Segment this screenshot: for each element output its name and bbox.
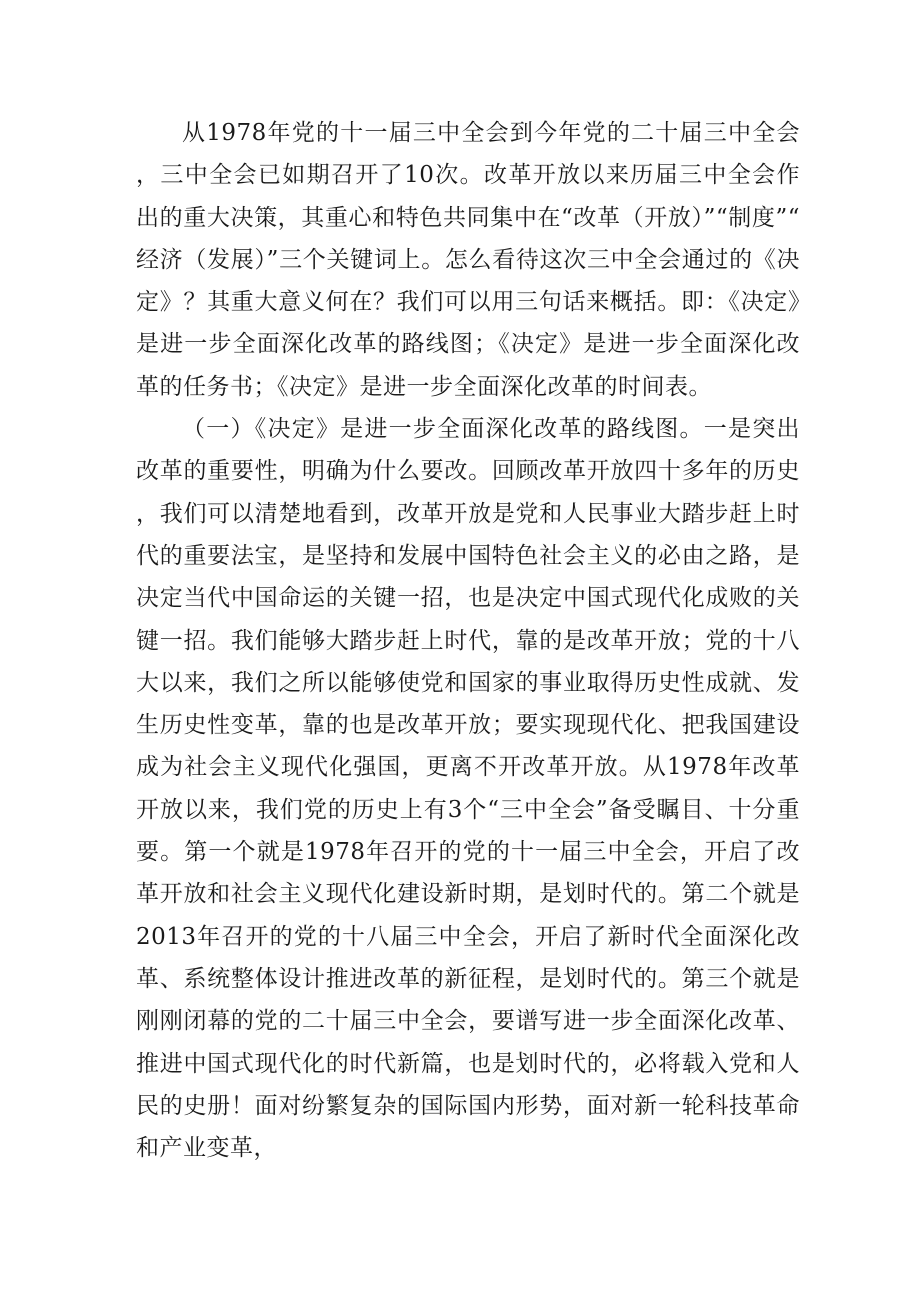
paragraph-intro: 从1978年党的十一届三中全会到今年党的二十届三中全会，三中全会已如期召开了10次。改革开放以来历届三中全会作出的重大决策，其重心和特色共同集中在“改革（开放）”“制度”“经济（发展）”三个关键词上。怎么看待这次三中全会通过的《决定》？其重大意义何在？我们可以用三句话来概括。即：《决定》是进一步全面深化改革的路线图；《决定》是进一步全面深化改革的任务书；《决定》是进一步全面深化改革的时间表。 <box>136 120 800 400</box>
paragraph-section-one: （一）《决定》是进一步全面深化改革的路线图。一是突出改革的重要性，明确为什么要改。回顾改革开放四十多年的历史，我们可以清楚地看到，改革开放是党和人民事业大踏步赶上时代的重要法宝，是坚持和发展中国特色社会主义的必由之路，是决定当代中国命运的关键一招，也是决定中国式现代化成败的关键一招。我们能够大踏步赶上时代，靠的是改革开放；党的十八大以来，我们之所以能够使党和国家的事业取得历史性成就、发生历史性变革，靠的也是改革开放；要实现现代化、把我国建设成为社会主义现代化强国，更离不开改革开放。从1978年改革开放以来，我们党的历史上有3个“三中全会”备受瞩目、十分重要。第一个就是1978年召开的党的十一届三中全会，开启了改革开放和社会主义现代化建设新时期，是划时代的。第二个就是2013年召开的党的十八届三中全会，开启了新时代全面深化改革、系统整体设计推进改革的新征程，是划时代的。第三个就是刚刚闭幕的党的二十届三中全会，要谱写进一步全面深化改革、推进中国式现代化的时代新篇，也是划时代的，必将载入党和人民的史册！面对纷繁复杂的国际国内形势，面对新一轮科技革命和产业变革， <box>136 416 800 1162</box>
document-body <box>136 112 800 1169</box>
